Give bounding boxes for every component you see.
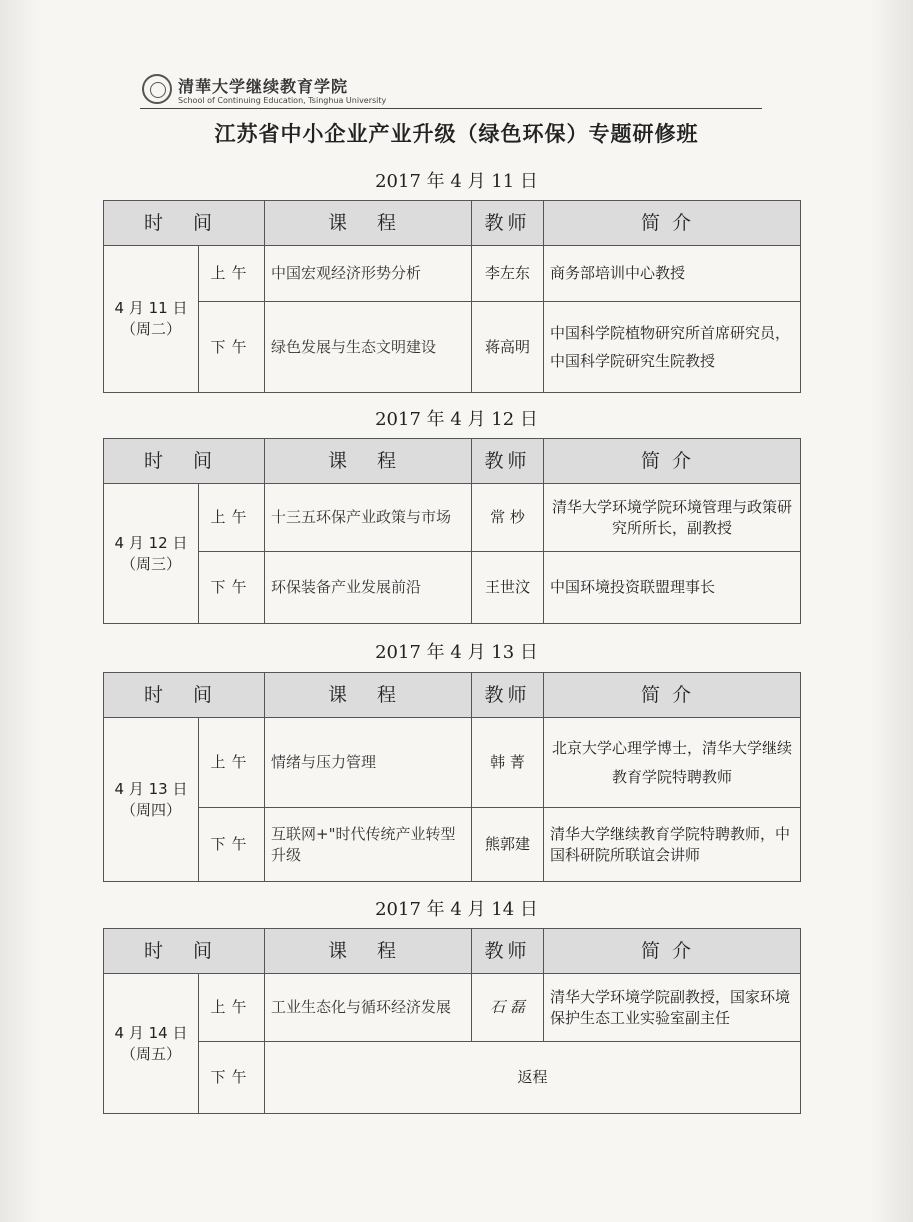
table-row — [104, 484, 801, 552]
course-name: 环保装备产业发展前沿 — [265, 552, 472, 624]
date-text: 4 月 11 日 — [114, 299, 188, 317]
weekday-text: （周二） — [120, 320, 181, 338]
header-teacher: 教师 — [472, 929, 544, 974]
date-cell — [104, 718, 199, 882]
header-time: 时 间 — [104, 929, 265, 974]
university-logo — [142, 72, 387, 112]
course-name: 工业生态化与循环经济发展 — [265, 974, 472, 1042]
course-name: 绿色发展与生态文明建设 — [265, 302, 472, 393]
header-course: 课 程 — [265, 929, 472, 974]
header-intro: 简介 — [544, 201, 801, 246]
period-morning: 上午 — [199, 718, 265, 808]
header-teacher: 教师 — [472, 439, 544, 484]
teacher-name: 王世汶 — [472, 552, 544, 624]
date-text: 4 月 13 日 — [114, 779, 188, 798]
header-time: 时 间 — [104, 439, 265, 484]
teacher-intro: 商务部培训中心教授 — [544, 246, 801, 302]
course-name: 中国宏观经济形势分析 — [265, 246, 472, 302]
teacher-intro: 北京大学心理学博士，清华大学继续教育学院特聘教师 — [544, 718, 801, 808]
day-heading: 2017 年 4 月 13 日 — [375, 642, 538, 663]
date-cell — [104, 246, 199, 393]
teacher-name: 常 杪 — [472, 484, 544, 552]
document-title: 江苏省中小企业产业升级（绿色环保）专题研修班 — [214, 122, 699, 146]
schedule-table — [103, 928, 801, 1114]
table-row — [104, 246, 801, 302]
course-name: 情绪与压力管理 — [265, 718, 472, 808]
schedule-table — [103, 438, 801, 624]
header-course: 课 程 — [265, 439, 472, 484]
table-row — [104, 808, 801, 882]
logo-english-text: School of Continuing Education, Tsinghua University — [178, 96, 387, 105]
header-time: 时 间 — [104, 201, 265, 246]
header-course: 课 程 — [265, 201, 472, 246]
teacher-intro: 清华大学环境学院副教授，国家环境保护生态工业实验室副主任 — [544, 974, 801, 1042]
logo-chinese-text: 清華大学继续教育学院 — [178, 77, 349, 96]
teacher-intro: 中国环境投资联盟理事长 — [544, 552, 801, 624]
period-afternoon: 下午 — [199, 1042, 265, 1114]
teacher-name: 韩 菁 — [472, 718, 544, 808]
header-time: 时 间 — [104, 673, 265, 718]
table-header-row — [104, 673, 801, 718]
table-header-row — [104, 929, 801, 974]
period-morning: 上午 — [199, 246, 265, 302]
weekday-text: （周五） — [120, 1044, 181, 1063]
teacher-intro: 清华大学继续教育学院特聘教师，中国科研院所联谊会讲师 — [544, 808, 801, 882]
weekday-text: （周三） — [120, 554, 181, 573]
header-intro: 简介 — [544, 439, 801, 484]
course-name: 十三五环保产业政策与市场 — [265, 484, 472, 552]
table-header-row — [104, 439, 801, 484]
teacher-intro: 清华大学环境学院环境管理与政策研究所所长，副教授 — [544, 484, 801, 552]
schedule-table — [103, 200, 801, 393]
period-afternoon: 下午 — [199, 302, 265, 393]
course-name: 互联网+"时代传统产业转型升级 — [265, 808, 472, 882]
table-row — [104, 1042, 801, 1114]
day-heading: 2017 年 4 月 14 日 — [375, 899, 538, 920]
teacher-name: 熊郭建 — [472, 808, 544, 882]
schedule-table — [103, 672, 801, 882]
date-text: 4 月 14 日 — [114, 1023, 188, 1042]
header-course: 课 程 — [265, 673, 472, 718]
period-morning: 上午 — [199, 484, 265, 552]
date-cell — [104, 974, 199, 1114]
header-intro: 简介 — [544, 929, 801, 974]
table-header-row — [104, 201, 801, 246]
table-row — [104, 552, 801, 624]
day-heading: 2017 年 4 月 12 日 — [375, 409, 538, 430]
period-afternoon: 下午 — [199, 808, 265, 882]
period-morning: 上午 — [199, 974, 265, 1042]
table-row — [104, 974, 801, 1042]
header-divider — [140, 108, 762, 109]
header-teacher: 教师 — [472, 673, 544, 718]
weekday-text: （周四） — [120, 800, 181, 819]
teacher-name: 李左东 — [472, 246, 544, 302]
return-trip-cell: 返程 — [265, 1042, 801, 1114]
header-teacher: 教师 — [472, 201, 544, 246]
tsinghua-seal-icon — [142, 74, 172, 104]
period-afternoon: 下午 — [199, 552, 265, 624]
table-row — [104, 302, 801, 393]
teacher-name: 石 磊 — [472, 974, 544, 1042]
date-cell — [104, 484, 199, 624]
date-text: 4 月 12 日 — [114, 533, 188, 552]
teacher-name: 蒋高明 — [472, 302, 544, 393]
header-intro: 简介 — [544, 673, 801, 718]
teacher-intro: 中国科学院植物研究所首席研究员，中国科学院研究生院教授 — [544, 302, 801, 393]
day-heading: 2017 年 4 月 11 日 — [375, 171, 538, 192]
table-row — [104, 718, 801, 808]
